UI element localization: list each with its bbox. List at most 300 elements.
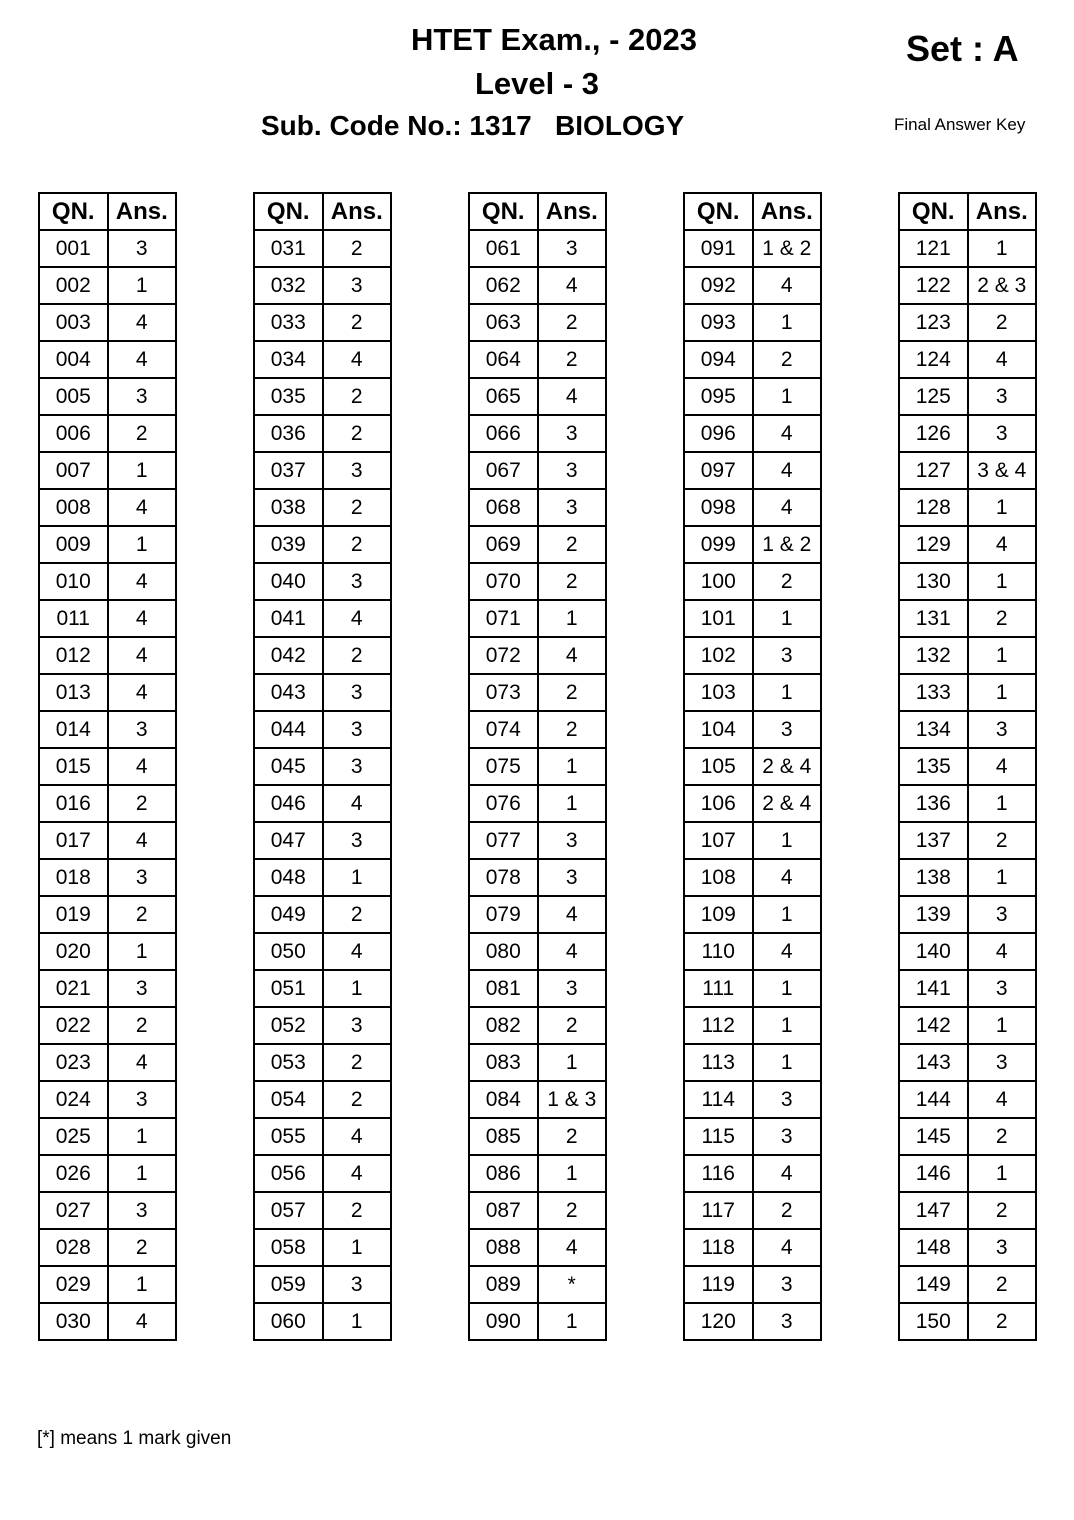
answer-value: 2 xyxy=(323,637,392,674)
question-number: 056 xyxy=(254,1155,323,1192)
table-row xyxy=(39,267,176,304)
question-number: 061 xyxy=(469,230,538,267)
question-number: 140 xyxy=(899,933,968,970)
answer-value: 3 xyxy=(753,1303,822,1340)
table-row xyxy=(39,452,176,489)
answer-value: 3 xyxy=(323,1266,392,1303)
answer-value: 4 xyxy=(538,933,607,970)
answer-value: 4 xyxy=(538,896,607,933)
question-number: 080 xyxy=(469,933,538,970)
question-number: 006 xyxy=(39,415,108,452)
answer-value: 4 xyxy=(323,600,392,637)
table-row xyxy=(899,1118,1036,1155)
answer-value: 2 xyxy=(753,341,822,378)
qn-header: QN. xyxy=(899,193,968,230)
table-row xyxy=(254,785,391,822)
qn-header: QN. xyxy=(684,193,753,230)
question-number: 022 xyxy=(39,1007,108,1044)
table-row xyxy=(684,526,821,563)
table-row xyxy=(899,674,1036,711)
question-number: 035 xyxy=(254,378,323,415)
table-row xyxy=(39,1229,176,1266)
table-row xyxy=(469,452,606,489)
question-number: 084 xyxy=(469,1081,538,1118)
answer-value: 3 xyxy=(323,711,392,748)
question-number: 103 xyxy=(684,674,753,711)
answer-value: 1 xyxy=(968,637,1037,674)
question-number: 143 xyxy=(899,1044,968,1081)
answer-value: 3 xyxy=(968,896,1037,933)
answer-value: 3 xyxy=(538,970,607,1007)
table-row xyxy=(684,341,821,378)
table-row xyxy=(469,378,606,415)
answer-value: 2 xyxy=(968,822,1037,859)
table-row xyxy=(39,1118,176,1155)
table-row xyxy=(684,1007,821,1044)
table-row xyxy=(469,1229,606,1266)
answer-value: 1 xyxy=(538,1155,607,1192)
answer-value: 2 xyxy=(538,304,607,341)
question-number: 144 xyxy=(899,1081,968,1118)
ans-header: Ans. xyxy=(968,193,1037,230)
question-number: 097 xyxy=(684,452,753,489)
table-row xyxy=(469,267,606,304)
question-number: 052 xyxy=(254,1007,323,1044)
table-row xyxy=(39,785,176,822)
table-row xyxy=(684,1229,821,1266)
question-number: 011 xyxy=(39,600,108,637)
table-row xyxy=(899,378,1036,415)
question-number: 121 xyxy=(899,230,968,267)
answer-value: 1 xyxy=(323,1303,392,1340)
answer-value: 2 xyxy=(753,1192,822,1229)
question-number: 090 xyxy=(469,1303,538,1340)
answer-value: 4 xyxy=(108,637,177,674)
table-row xyxy=(899,1229,1036,1266)
table-row xyxy=(684,600,821,637)
question-number: 136 xyxy=(899,785,968,822)
answer-value: 2 xyxy=(968,304,1037,341)
answer-value: 2 xyxy=(323,1044,392,1081)
table-row xyxy=(39,1192,176,1229)
answer-value: 3 xyxy=(968,415,1037,452)
table-row xyxy=(469,711,606,748)
answer-value: 4 xyxy=(108,674,177,711)
answer-value: 4 xyxy=(753,933,822,970)
table-row xyxy=(254,230,391,267)
final-answer-key-label: Final Answer Key xyxy=(894,115,1026,134)
table-row xyxy=(684,378,821,415)
question-number: 053 xyxy=(254,1044,323,1081)
question-number: 043 xyxy=(254,674,323,711)
table-row xyxy=(39,933,176,970)
answer-value: 1 xyxy=(968,859,1037,896)
question-number: 037 xyxy=(254,452,323,489)
table-row xyxy=(899,489,1036,526)
table-row xyxy=(684,896,821,933)
table-row xyxy=(899,896,1036,933)
question-number: 108 xyxy=(684,859,753,896)
question-number: 093 xyxy=(684,304,753,341)
question-number: 032 xyxy=(254,267,323,304)
table-row xyxy=(39,304,176,341)
question-number: 147 xyxy=(899,1192,968,1229)
table-row xyxy=(899,415,1036,452)
answer-value: 4 xyxy=(968,933,1037,970)
question-number: 150 xyxy=(899,1303,968,1340)
table-row xyxy=(254,637,391,674)
answer-value: 3 xyxy=(753,637,822,674)
table-row xyxy=(469,489,606,526)
question-number: 120 xyxy=(684,1303,753,1340)
answer-value: 3 xyxy=(323,452,392,489)
answer-value: 1 xyxy=(753,1044,822,1081)
answer-value: 3 xyxy=(108,1081,177,1118)
question-number: 130 xyxy=(899,563,968,600)
answer-value: 3 xyxy=(968,711,1037,748)
question-number: 074 xyxy=(469,711,538,748)
table-row xyxy=(39,1266,176,1303)
answer-value: 1 xyxy=(753,896,822,933)
table-row xyxy=(899,822,1036,859)
question-number: 016 xyxy=(39,785,108,822)
answer-value: 3 xyxy=(323,822,392,859)
answer-value: 3 xyxy=(538,230,607,267)
qn-header: QN. xyxy=(39,193,108,230)
answer-value: 3 xyxy=(753,711,822,748)
answer-value: 2 xyxy=(538,526,607,563)
question-number: 083 xyxy=(469,1044,538,1081)
question-number: 085 xyxy=(469,1118,538,1155)
question-number: 009 xyxy=(39,526,108,563)
table-row xyxy=(254,304,391,341)
answer-value: 4 xyxy=(753,267,822,304)
table-row xyxy=(39,341,176,378)
table-row xyxy=(254,341,391,378)
table-row xyxy=(39,378,176,415)
question-number: 128 xyxy=(899,489,968,526)
question-number: 055 xyxy=(254,1118,323,1155)
table-row xyxy=(684,1081,821,1118)
ans-header: Ans. xyxy=(108,193,177,230)
answer-value: 4 xyxy=(753,489,822,526)
table-row xyxy=(39,1044,176,1081)
question-number: 064 xyxy=(469,341,538,378)
table-row xyxy=(469,1007,606,1044)
answer-value: 4 xyxy=(108,748,177,785)
table-row xyxy=(469,415,606,452)
table-row xyxy=(684,1266,821,1303)
question-number: 060 xyxy=(254,1303,323,1340)
question-number: 146 xyxy=(899,1155,968,1192)
table-row xyxy=(39,674,176,711)
answer-value: 1 & 3 xyxy=(538,1081,607,1118)
answer-value: 1 xyxy=(753,1007,822,1044)
question-number: 127 xyxy=(899,452,968,489)
answer-value: 4 xyxy=(323,1118,392,1155)
answer-value: 4 xyxy=(538,637,607,674)
question-number: 028 xyxy=(39,1229,108,1266)
table-row xyxy=(254,600,391,637)
table-row xyxy=(254,933,391,970)
answer-table-2 xyxy=(253,192,392,1341)
answer-value: 3 xyxy=(538,822,607,859)
answer-value: 2 xyxy=(323,230,392,267)
answer-value: 3 xyxy=(968,1044,1037,1081)
answer-value: 2 xyxy=(968,1303,1037,1340)
question-number: 057 xyxy=(254,1192,323,1229)
table-row xyxy=(254,674,391,711)
header-row xyxy=(39,193,176,230)
table-row xyxy=(899,230,1036,267)
table-row xyxy=(469,1118,606,1155)
question-number: 020 xyxy=(39,933,108,970)
table-row xyxy=(899,1081,1036,1118)
question-number: 078 xyxy=(469,859,538,896)
header-row xyxy=(684,193,821,230)
answer-value: 1 xyxy=(323,970,392,1007)
answer-value: 2 xyxy=(323,1081,392,1118)
question-number: 031 xyxy=(254,230,323,267)
table-row xyxy=(469,1192,606,1229)
question-number: 139 xyxy=(899,896,968,933)
table-row xyxy=(254,1192,391,1229)
question-number: 024 xyxy=(39,1081,108,1118)
table-row xyxy=(899,1192,1036,1229)
table-row xyxy=(254,526,391,563)
question-number: 040 xyxy=(254,563,323,600)
ans-header: Ans. xyxy=(538,193,607,230)
qn-header: QN. xyxy=(254,193,323,230)
question-number: 134 xyxy=(899,711,968,748)
table-row xyxy=(684,1118,821,1155)
question-number: 086 xyxy=(469,1155,538,1192)
answer-value: 2 xyxy=(538,674,607,711)
question-number: 102 xyxy=(684,637,753,674)
table-row xyxy=(684,1044,821,1081)
question-number: 012 xyxy=(39,637,108,674)
question-number: 104 xyxy=(684,711,753,748)
answer-value: 1 xyxy=(968,674,1037,711)
question-number: 135 xyxy=(899,748,968,785)
question-number: 089 xyxy=(469,1266,538,1303)
table-row xyxy=(469,822,606,859)
answer-value: 3 xyxy=(538,859,607,896)
question-number: 076 xyxy=(469,785,538,822)
question-number: 071 xyxy=(469,600,538,637)
answer-value: 2 & 4 xyxy=(753,748,822,785)
question-number: 023 xyxy=(39,1044,108,1081)
question-number: 030 xyxy=(39,1303,108,1340)
answer-value: 3 xyxy=(968,1229,1037,1266)
question-number: 101 xyxy=(684,600,753,637)
answer-value: 3 xyxy=(108,230,177,267)
question-number: 042 xyxy=(254,637,323,674)
table-row xyxy=(469,304,606,341)
answer-value: 3 xyxy=(108,711,177,748)
table-row xyxy=(684,415,821,452)
answer-value: 2 xyxy=(108,1007,177,1044)
answer-value: 4 xyxy=(323,1155,392,1192)
table-row xyxy=(254,1155,391,1192)
table-row xyxy=(39,896,176,933)
question-number: 067 xyxy=(469,452,538,489)
question-number: 065 xyxy=(469,378,538,415)
table-row xyxy=(469,1081,606,1118)
question-number: 005 xyxy=(39,378,108,415)
answer-value: * xyxy=(538,1266,607,1303)
question-number: 149 xyxy=(899,1266,968,1303)
table-row xyxy=(254,1303,391,1340)
answer-value: 1 xyxy=(108,526,177,563)
answer-value: 3 xyxy=(323,748,392,785)
table-row xyxy=(39,1081,176,1118)
table-row xyxy=(899,452,1036,489)
answer-value: 3 xyxy=(538,489,607,526)
table-row xyxy=(469,896,606,933)
question-number: 072 xyxy=(469,637,538,674)
answer-value: 3 xyxy=(538,415,607,452)
question-number: 081 xyxy=(469,970,538,1007)
answer-value: 4 xyxy=(323,785,392,822)
table-row xyxy=(684,970,821,1007)
answer-value: 1 xyxy=(108,933,177,970)
answer-value: 4 xyxy=(108,822,177,859)
question-number: 110 xyxy=(684,933,753,970)
table-row xyxy=(899,933,1036,970)
question-number: 145 xyxy=(899,1118,968,1155)
question-number: 013 xyxy=(39,674,108,711)
question-number: 002 xyxy=(39,267,108,304)
header-row xyxy=(254,193,391,230)
answer-value: 1 xyxy=(968,563,1037,600)
table-row xyxy=(254,1266,391,1303)
table-row xyxy=(899,785,1036,822)
question-number: 113 xyxy=(684,1044,753,1081)
answer-value: 3 xyxy=(538,452,607,489)
header-row xyxy=(469,193,606,230)
table-row xyxy=(469,970,606,1007)
question-number: 008 xyxy=(39,489,108,526)
answer-value: 4 xyxy=(108,563,177,600)
question-number: 033 xyxy=(254,304,323,341)
answer-value: 2 xyxy=(108,415,177,452)
answer-table-3 xyxy=(468,192,607,1341)
answer-table-5 xyxy=(898,192,1037,1341)
answer-value: 2 xyxy=(538,563,607,600)
table-row xyxy=(469,341,606,378)
question-number: 082 xyxy=(469,1007,538,1044)
answer-value: 1 xyxy=(323,859,392,896)
question-number: 138 xyxy=(899,859,968,896)
question-number: 044 xyxy=(254,711,323,748)
answer-value: 3 xyxy=(968,378,1037,415)
table-row xyxy=(684,933,821,970)
exam-title: HTET Exam., - 2023 xyxy=(410,22,697,57)
table-row xyxy=(469,230,606,267)
answer-value: 2 xyxy=(968,1266,1037,1303)
table-row xyxy=(899,341,1036,378)
answer-value: 2 & 4 xyxy=(753,785,822,822)
answer-value: 3 xyxy=(753,1118,822,1155)
question-number: 075 xyxy=(469,748,538,785)
table-row xyxy=(899,711,1036,748)
answer-value: 3 & 4 xyxy=(968,452,1037,489)
question-number: 087 xyxy=(469,1192,538,1229)
question-number: 111 xyxy=(684,970,753,1007)
answer-value: 1 xyxy=(108,1155,177,1192)
answer-value: 1 xyxy=(968,1155,1037,1192)
question-number: 066 xyxy=(469,415,538,452)
table-row xyxy=(899,304,1036,341)
table-row xyxy=(469,600,606,637)
question-number: 026 xyxy=(39,1155,108,1192)
answer-value: 4 xyxy=(968,526,1037,563)
table-row xyxy=(684,1155,821,1192)
table-row xyxy=(39,600,176,637)
question-number: 029 xyxy=(39,1266,108,1303)
qn-header: QN. xyxy=(469,193,538,230)
table-row xyxy=(254,452,391,489)
answer-value: 1 xyxy=(538,748,607,785)
answer-value: 4 xyxy=(323,341,392,378)
table-row xyxy=(684,563,821,600)
question-number: 069 xyxy=(469,526,538,563)
question-number: 048 xyxy=(254,859,323,896)
question-number: 092 xyxy=(684,267,753,304)
answer-value: 4 xyxy=(753,452,822,489)
table-row xyxy=(254,563,391,600)
question-number: 133 xyxy=(899,674,968,711)
answer-value: 1 xyxy=(968,1007,1037,1044)
question-number: 088 xyxy=(469,1229,538,1266)
answer-value: 2 xyxy=(323,489,392,526)
ans-header: Ans. xyxy=(753,193,822,230)
table-row xyxy=(469,933,606,970)
answer-value: 3 xyxy=(108,1192,177,1229)
table-row xyxy=(684,304,821,341)
table-row xyxy=(684,1303,821,1340)
answer-value: 4 xyxy=(968,341,1037,378)
table-row xyxy=(39,563,176,600)
answer-value: 1 xyxy=(753,304,822,341)
question-number: 063 xyxy=(469,304,538,341)
answer-value: 3 xyxy=(968,970,1037,1007)
answer-value: 2 xyxy=(323,526,392,563)
question-number: 095 xyxy=(684,378,753,415)
table-row xyxy=(469,1155,606,1192)
question-number: 019 xyxy=(39,896,108,933)
table-row xyxy=(254,859,391,896)
table-row xyxy=(254,415,391,452)
answer-value: 3 xyxy=(323,267,392,304)
question-number: 112 xyxy=(684,1007,753,1044)
question-number: 050 xyxy=(254,933,323,970)
question-number: 132 xyxy=(899,637,968,674)
table-row xyxy=(469,526,606,563)
question-number: 100 xyxy=(684,563,753,600)
question-number: 106 xyxy=(684,785,753,822)
answer-value: 1 xyxy=(753,822,822,859)
answer-value: 3 xyxy=(323,1007,392,1044)
question-number: 114 xyxy=(684,1081,753,1118)
table-row xyxy=(39,637,176,674)
question-number: 094 xyxy=(684,341,753,378)
answer-value: 2 xyxy=(108,785,177,822)
table-row xyxy=(39,1007,176,1044)
question-number: 059 xyxy=(254,1266,323,1303)
question-number: 025 xyxy=(39,1118,108,1155)
